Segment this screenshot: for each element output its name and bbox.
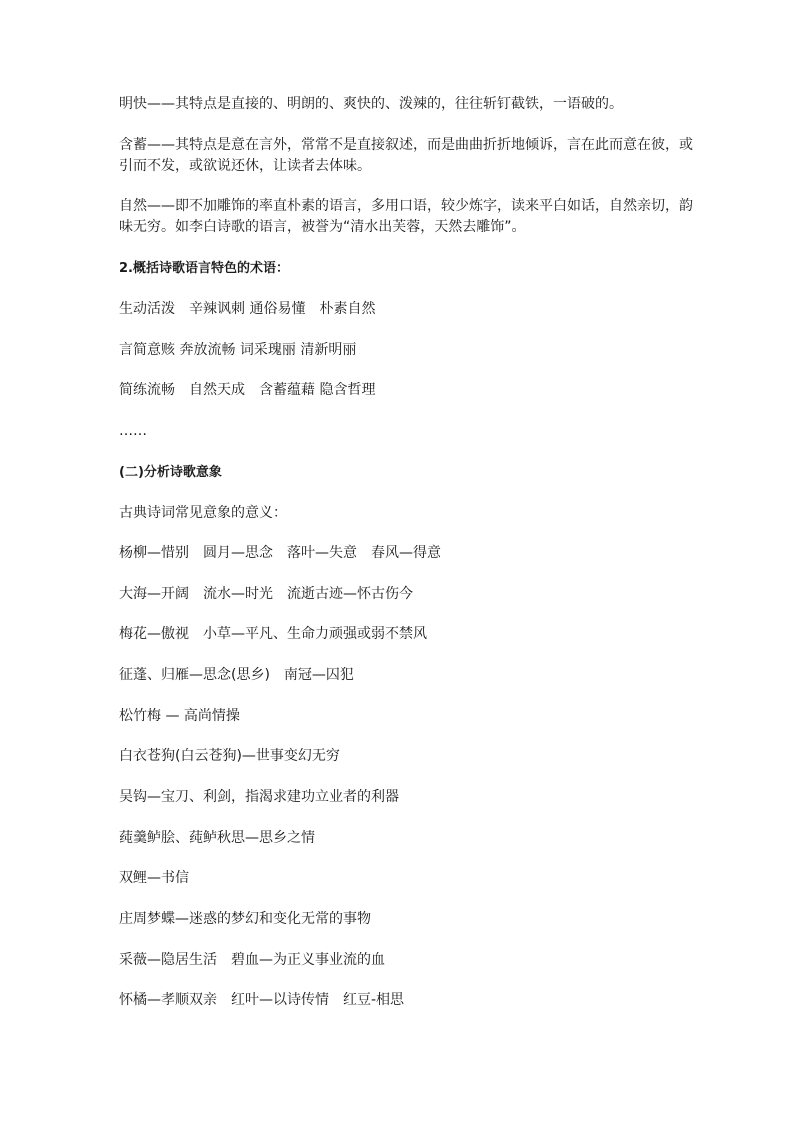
- imagery-item: 大海—开阔 流水—时光 流逝古迹—怀古伤今: [119, 586, 413, 602]
- imagery-item: 梅花—傲视 小草—平凡、生命力顽强或弱不禁风: [119, 626, 427, 642]
- imagery-item: 松竹梅 — 高尚情操: [119, 708, 240, 724]
- paragraph-ziran: 自然——即不加雕饰的率直朴素的语言，多用口语，较少炼字，读来平白如话，自然亲切，韵味无穷。如李白诗歌的语言，被誉为“清水出芙蓉，天然去雕饰”。: [119, 198, 693, 235]
- imagery-item: 怀橘—孝顺双亲 红叶—以诗传情 红豆-相思: [119, 992, 405, 1008]
- imagery-item: 莼羹鲈脍、莼鲈秋思—思乡之情: [119, 830, 315, 846]
- imagery-item: 杨柳—惜别 圆月—思念 落叶—失意 春风—得意: [119, 545, 441, 561]
- imagery-item: 白衣苍狗(白云苍狗)—世事变幻无穷: [119, 748, 340, 764]
- imagery-item: 征蓬、归雁—思念(思乡) 南冠—囚犯: [119, 667, 354, 683]
- paragraph-hanxu: 含蓄——其特点是意在言外，常常不是直接叙述，而是曲曲折折地倾诉，言在此而意在彼，或引而不发，或欲说还休，让读者去体味。: [119, 137, 693, 174]
- imagery-item: 吴钩—宝刀、利剑，指渴求建功立业者的利器: [119, 789, 399, 805]
- document-page: [119, 94, 699, 1011]
- imagery-item: 庄周梦蝶—迷惑的梦幻和变化无常的事物: [119, 911, 371, 927]
- imagery-item: 双鲤—书信: [119, 870, 189, 886]
- imagery-intro: 古典诗词常见意象的意义：: [119, 505, 287, 521]
- term-line-2: 言简意赅 奔放流畅 词采瑰丽 清新明丽: [119, 342, 357, 358]
- section-heading-imagery: (二)分析诗歌意象: [119, 465, 222, 480]
- ellipsis-line: ……: [119, 423, 147, 439]
- term-line-1: 生动活泼 辛辣讽刺 通俗易懂 朴素自然: [119, 301, 376, 317]
- term-line-3: 简练流畅 自然天成 含蓄蕴藉 隐含哲理: [119, 382, 376, 398]
- section-heading-language-terms: 2.概括诗歌语言特色的术语：: [119, 261, 289, 276]
- imagery-item: 采薇—隐居生活 碧血—为正义事业流的血: [119, 952, 385, 968]
- paragraph-mingkuai: 明快——其特点是直接的、明朗的、爽快的、泼辣的，往往斩钉截铁，一语破的。: [119, 96, 623, 112]
